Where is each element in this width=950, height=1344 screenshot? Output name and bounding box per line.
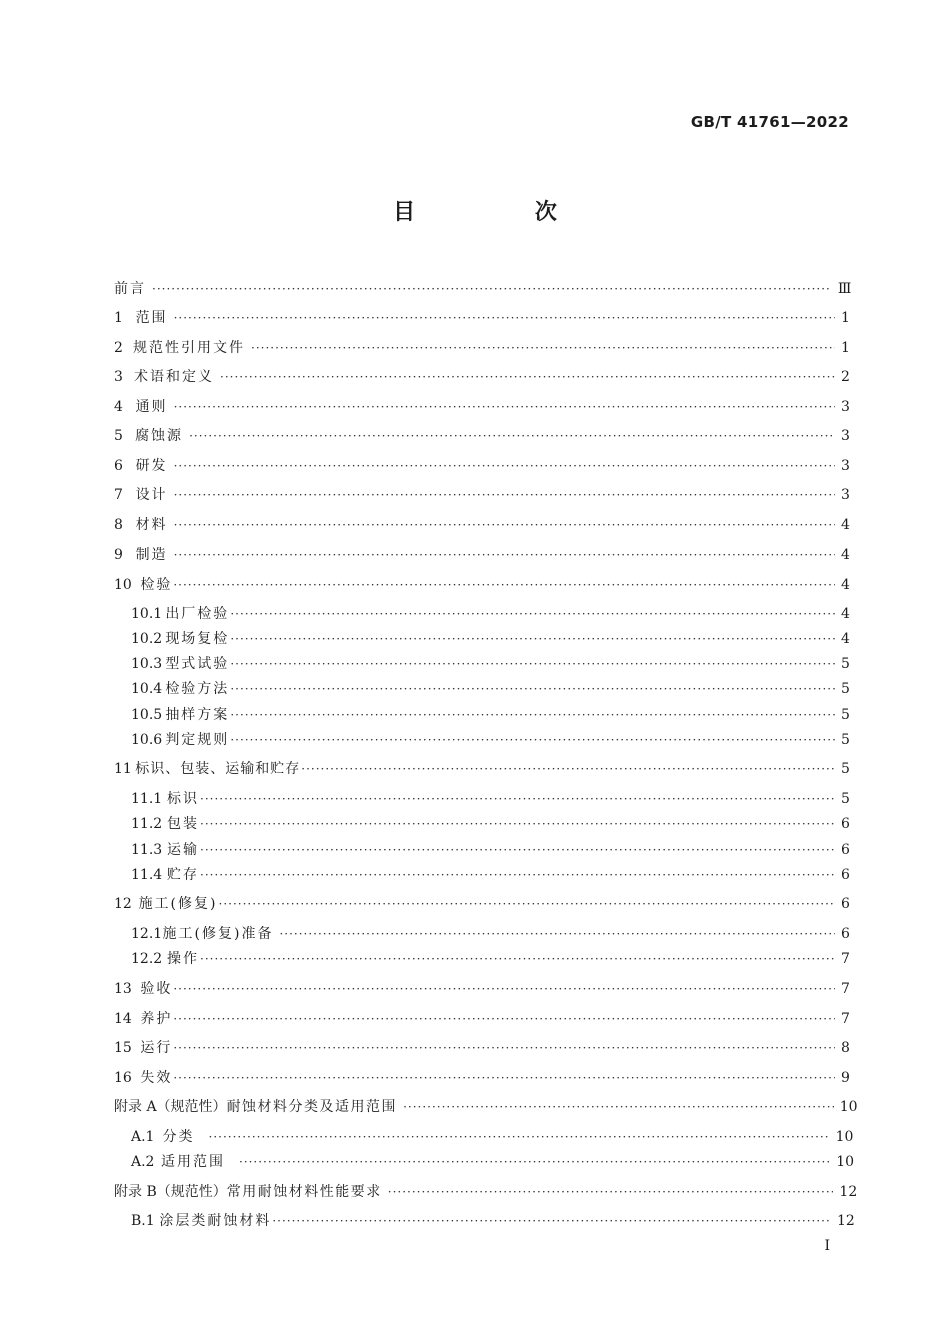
toc-entry-title: 耐蚀材料分类及适用范围: [226, 1099, 398, 1115]
toc-entry-number: 附录 A（规范性）: [114, 1099, 227, 1115]
dot-leader: [279, 925, 835, 943]
toc-entry-page: 7: [841, 981, 850, 997]
toc-entry-page: 12: [839, 1184, 858, 1200]
toc-entry-page: 7: [841, 951, 850, 967]
toc-entry-number: 11: [114, 761, 132, 777]
toc-entry-number: 1: [114, 310, 123, 326]
toc-entry-13[interactable]: [114, 980, 849, 998]
toc-entry-5[interactable]: [114, 427, 849, 445]
toc-entry-number: 10: [114, 577, 132, 593]
toc-entry-2[interactable]: [114, 339, 849, 357]
toc-entry-number: 14: [114, 1011, 132, 1027]
toc-entry-title: 操作: [167, 951, 200, 967]
dot-leader: [239, 1153, 830, 1171]
toc-entry-page: 8: [841, 1040, 850, 1056]
toc-entry-title: 现场复检: [165, 631, 230, 647]
toc-entry-page: 10: [836, 1154, 855, 1170]
dot-leader: [230, 630, 835, 648]
toc-entry-title: 出厂检验: [165, 606, 230, 622]
toc-entry-number: 11.1: [131, 791, 163, 807]
dot-leader: [301, 760, 835, 778]
toc-entry-number: 10.3: [131, 656, 163, 672]
toc-entry-12[interactable]: [114, 895, 849, 913]
toc-entry-page: 12: [836, 1213, 855, 1229]
toc-entry-page: 3: [841, 399, 850, 415]
toc-entry-page: 10: [839, 1099, 858, 1115]
toc-entry-number: 6: [114, 458, 123, 474]
dot-leader: [272, 1212, 831, 1230]
toc-entry-10[interactable]: [114, 576, 849, 594]
dot-leader: [152, 280, 832, 298]
toc-entry-number: 4: [114, 399, 123, 415]
page-number: I: [824, 1238, 830, 1254]
toc-entry-11-4[interactable]: [131, 866, 849, 884]
toc-entry-page: 4: [841, 606, 850, 622]
toc-entry-page: 4: [841, 631, 850, 647]
toc-entry-title: 型式试验: [165, 656, 230, 672]
dot-leader: [388, 1183, 834, 1201]
toc-entry-title: 腐蚀源: [135, 428, 184, 444]
toc-entry-page: 3: [841, 428, 850, 444]
toc-entry-page: 10: [835, 1129, 854, 1145]
toc-entry-9[interactable]: [114, 546, 849, 564]
dot-leader: [219, 895, 836, 913]
dot-leader: [174, 398, 835, 416]
toc-entry-page: 7: [841, 1011, 850, 1027]
toc-entry-page: 6: [841, 842, 850, 858]
dot-leader: [230, 605, 835, 623]
toc-entry-page: 3: [841, 458, 850, 474]
toc-entry-14[interactable]: [114, 1010, 849, 1028]
toc-entry-10-3[interactable]: [131, 655, 849, 673]
toc-entry-page: 5: [841, 656, 850, 672]
toc-entry-title: 养护: [140, 1011, 173, 1027]
dot-leader: [230, 706, 835, 724]
toc-entry-title: 常用耐蚀材料性能要求: [226, 1184, 382, 1200]
toc-entry-page: 5: [841, 681, 850, 697]
page-title: 目 次: [393, 200, 613, 225]
toc-entry-number: 3: [114, 369, 123, 385]
toc-entry-number: 11.4: [131, 867, 163, 883]
toc-entry-page: Ⅲ: [837, 281, 852, 297]
toc-entry-10-2[interactable]: [131, 630, 849, 648]
toc-entry-page: 9: [841, 1070, 850, 1086]
toc-entry-title: 材料: [135, 517, 168, 533]
toc-entry-title: 规范性引用文件: [133, 340, 246, 356]
toc-entry-11[interactable]: [114, 760, 849, 778]
toc-entry-title: 术语和定义: [134, 369, 215, 385]
toc-entry-8[interactable]: [114, 516, 849, 534]
dot-leader: [230, 655, 835, 673]
dot-leader: [403, 1098, 834, 1116]
toc-entry-a-2[interactable]: [131, 1153, 855, 1171]
toc-entry-10-4[interactable]: [131, 680, 849, 698]
toc-entry-number: A.2: [131, 1154, 155, 1170]
toc-entry-number: 10.5: [131, 707, 163, 723]
toc-entry-12-1[interactable]: [131, 925, 849, 943]
toc-entry-page: 1: [841, 340, 850, 356]
toc-entry-number: 10.6: [131, 732, 163, 748]
toc-entry-number: 16: [114, 1070, 132, 1086]
toc-entry-15[interactable]: [114, 1039, 849, 1057]
toc-entry-12-2[interactable]: [131, 950, 849, 968]
toc-entry-foreword[interactable]: [114, 280, 852, 298]
dot-leader: [174, 309, 835, 327]
dot-leader: [174, 546, 835, 564]
toc-entry-number: 10.4: [131, 681, 163, 697]
toc-entry-16[interactable]: [114, 1069, 849, 1087]
toc-entry-number: 7: [114, 487, 123, 503]
toc-entry-page: 6: [841, 896, 850, 912]
toc-entry-page: 6: [841, 926, 850, 942]
dot-leader: [174, 516, 835, 534]
dot-leader: [174, 486, 835, 504]
toc-entry-title: 涂层类耐蚀材料: [159, 1213, 272, 1229]
toc-entry-title: 前言: [114, 281, 146, 297]
toc-entry-page: 6: [841, 867, 850, 883]
toc-entry-page: 3: [841, 487, 850, 503]
toc-entry-b-1[interactable]: [131, 1212, 855, 1230]
toc-entry-number: 13: [114, 981, 132, 997]
toc-entry-number: 15: [114, 1040, 132, 1056]
toc-entry-title: 标识、包装、运输和贮存: [135, 761, 301, 777]
toc-entry-title: 判定规则: [165, 732, 230, 748]
dot-leader: [200, 866, 835, 884]
standard-code: GB/T 41761—2022: [690, 113, 849, 131]
toc-entry-10-6[interactable]: [131, 731, 849, 749]
dot-leader: [173, 980, 835, 998]
dot-leader: [173, 1039, 835, 1057]
toc-entry-page: 4: [841, 577, 850, 593]
toc-entry-title: 运行: [140, 1040, 173, 1056]
dot-leader: [173, 1069, 835, 1087]
toc-entry-page: 4: [841, 547, 850, 563]
toc-entry-page: 2: [841, 369, 850, 385]
toc-entry-title: 包装: [167, 816, 200, 832]
toc-entry-number: 12: [114, 896, 132, 912]
toc-entry-number: 附录 B（规范性）: [114, 1184, 227, 1200]
toc-entry-title: 失效: [140, 1070, 173, 1086]
toc-entry-number: 8: [114, 517, 123, 533]
toc-entry-title: 抽样方案: [165, 707, 230, 723]
toc-entry-page: 5: [841, 707, 850, 723]
dot-leader: [174, 457, 835, 475]
dot-leader: [200, 790, 835, 808]
toc-entry-number: 11.2: [131, 816, 163, 832]
dot-leader: [230, 731, 835, 749]
toc-entry-title: 设计: [135, 487, 168, 503]
toc-entry-title: 检验: [140, 577, 173, 593]
toc-entry-title: 运输: [167, 842, 200, 858]
toc-entry-appendix-b[interactable]: [114, 1183, 858, 1201]
toc-entry-1[interactable]: [114, 309, 849, 327]
dot-leader: [200, 815, 835, 833]
dot-leader: [251, 339, 835, 357]
toc-entry-10-1[interactable]: [131, 605, 849, 623]
toc-entry-title: 范围: [135, 310, 168, 326]
toc-entry-6[interactable]: [114, 457, 849, 475]
toc-entry-10-5[interactable]: [131, 706, 849, 724]
toc-entry-11-2[interactable]: [131, 815, 849, 833]
toc-entry-title: 通则: [135, 399, 168, 415]
toc-entry-number: 9: [114, 547, 123, 563]
toc-entry-appendix-a[interactable]: [114, 1098, 858, 1116]
toc-entry-title: 研发: [135, 458, 168, 474]
dot-leader: [200, 950, 835, 968]
toc-entry-title: 施工(修复): [138, 896, 218, 912]
toc-entry-title: 标识: [167, 791, 200, 807]
dot-leader: [173, 1010, 835, 1028]
toc-entry-number: A.1: [131, 1129, 155, 1145]
toc-entry-page: 4: [841, 517, 850, 533]
dot-leader: [189, 427, 835, 445]
toc-entry-title: 检验方法: [165, 681, 230, 697]
toc-entry-11-1[interactable]: [131, 790, 849, 808]
toc-entry-7[interactable]: [114, 486, 849, 504]
toc-entry-number: 10.1: [131, 606, 163, 622]
toc-entry-number: 11.3: [131, 842, 163, 858]
toc-entry-title: 贮存: [167, 867, 200, 883]
toc-entry-page: 1: [841, 310, 850, 326]
toc-entry-title: 分类: [162, 1129, 195, 1145]
dot-leader: [200, 841, 835, 859]
toc-entry-4[interactable]: [114, 398, 849, 416]
toc-entry-title: 制造: [135, 547, 168, 563]
toc-entry-number: 12.1: [131, 926, 163, 942]
toc-entry-number: 10.2: [131, 631, 163, 647]
dot-leader: [220, 368, 835, 386]
dot-leader: [230, 680, 835, 698]
toc-entry-number: B.1: [131, 1213, 155, 1229]
toc-entry-page: 5: [841, 791, 850, 807]
toc-entry-a-1[interactable]: [131, 1128, 854, 1146]
toc-entry-page: 5: [841, 761, 850, 777]
toc-entry-page: 5: [841, 732, 850, 748]
dot-leader: [209, 1128, 830, 1146]
toc-entry-title: 适用范围: [160, 1154, 225, 1170]
toc-entry-title: 施工(修复)准备: [162, 926, 274, 942]
toc-entry-number: 2: [114, 340, 123, 356]
toc-entry-number: 5: [114, 428, 123, 444]
dot-leader: [173, 576, 835, 594]
toc-entry-page: 6: [841, 816, 850, 832]
toc-entry-title: 验收: [140, 981, 173, 997]
toc-entry-3[interactable]: [114, 368, 849, 386]
toc-entry-number: 12.2: [131, 951, 163, 967]
toc-entry-11-3[interactable]: [131, 841, 849, 859]
